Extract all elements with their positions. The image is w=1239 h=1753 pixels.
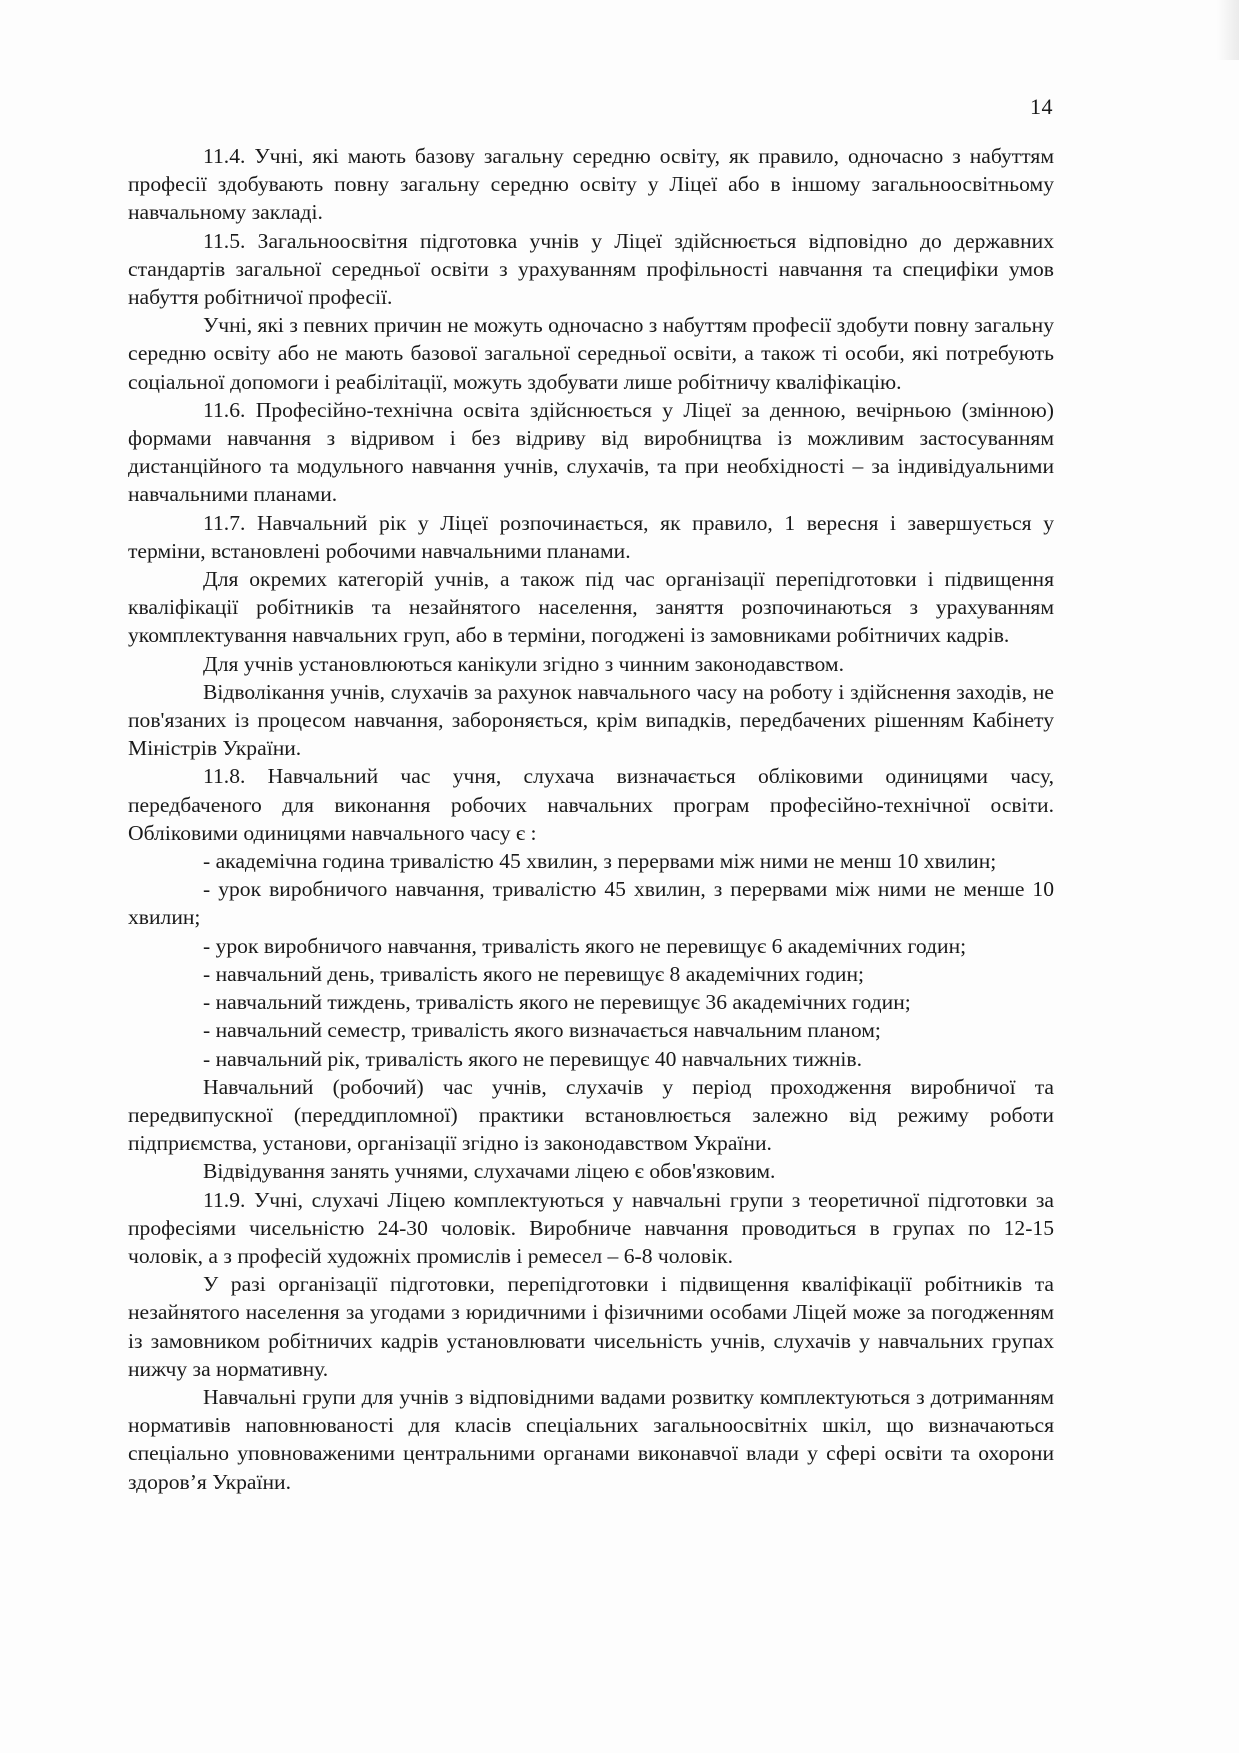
page-number: 14 <box>1030 94 1053 119</box>
paragraph: Для окремих категорій учнів, а також під час організації перепідготовки і підвищення кваліфікації робітників та незайнятого населення, заняття розпочинаються з урахуванням укомплектування навчальних груп, або в терміни, погоджені із замовниками робітничих кадрів. <box>128 567 1054 648</box>
list-item: - навчальний тиждень, тривалість якого не перевищує 36 академічних годин; <box>203 990 911 1015</box>
paragraph: Відволікання учнів, слухачів за рахунок навчального часу на роботу і здійснення заходів, не пов'язаних із процесом навчання, забороняється, крім випадків, передбачених рішенням Кабінету Міністрів України. <box>128 679 1054 761</box>
paragraph: Для учнів установлюються канікули згідно з чинним законодавством. <box>203 651 844 676</box>
paragraph-11-8: 11.8. Навчальний час учня, слухача визначається обліковими одиницями часу, передбаченого для виконання робочих навчальних програм професійно-технічної освіти. Обліковими одиницями навчального часу є : <box>128 764 1054 845</box>
paragraph-11-5: 11.5. Загальноосвітня підготовка учнів у Ліцеї здійснюється відповідно до державних стандартів загальної середньої освіти з урахуванням профільності навчання та специфіки умов набуття робітничої професії. <box>128 228 1054 310</box>
paragraph-11-6: 11.6. Професійно-технічна освіта здійснюється у Ліцеї за денною, вечірньою (змінною) формами навчання з відривом і без відриву від виробництва із можливим застосуванням дистанційного та модульного навчання учнів, слухачів, та при необхідності – за індивідуальними навчальними планами. <box>128 397 1054 507</box>
paragraph-11-7: 11.7. Навчальний рік у Ліцеї розпочинається, як правило, 1 вересня і завершується у терміни, встановлені робочими навчальними планами. <box>128 510 1054 563</box>
document-body <box>128 142 1054 1496</box>
list-item: - навчальний рік, тривалість якого не перевищує 40 навчальних тижнів. <box>203 1046 862 1071</box>
list-item: - навчальний день, тривалість якого не перевищує 8 академічних годин; <box>203 961 865 986</box>
list-item: - урок виробничого навчання, тривалістю 45 хвилин, з перервами між ними не менше 10 хвилин; <box>128 877 1054 930</box>
list-item: - академічна година тривалістю 45 хвилин, з перервами між ними не менш 10 хвилин; <box>203 849 997 874</box>
paragraph: Навчальний (робочий) час учнів, слухачів у період проходження виробничої та передвипускної (переддипломної) практики встановлюється залежно від режиму роботи підприємства, установи, організації згідно із законодавством України. <box>128 1074 1054 1156</box>
list-item: - урок виробничого навчання, тривалість якого не перевищує 6 академічних годин; <box>203 933 967 958</box>
paragraph-11-4: 11.4. Учні, які мають базову загальну середню освіту, як правило, одночасно з набуттям професії здобувають повну загальну середню освіту у Ліцеї або в іншому загальноосвітньому навчальному закладі. <box>128 144 1054 225</box>
paragraph-11-9: 11.9. Учні, слухачі Ліцею комплектуються у навчальні групи з теоретичної підготовки за професіями чисельністю 24-30 чоловік. Виробниче навчання проводиться в групах по 12-15 чоловік, а з професій художніх промислів і ремесел – 6-8 чоловік. <box>128 1187 1054 1268</box>
scan-edge-shadow <box>1217 0 1239 60</box>
list-item: - навчальний семестр, тривалість якого визначається навчальним планом; <box>203 1018 881 1043</box>
paragraph: Відвідування занять учнями, слухачами ліцею є обов'язковим. <box>203 1159 776 1184</box>
paragraph: У разі організації підготовки, перепідготовки і підвищення кваліфікації робітників та незайнятого населення за угодами з юридичними і фізичними особами Ліцей може за погодженням із замовником робітничих кадрів установлювати чисельність учнів, слухачів у навчальних групах нижчу за нормативну. <box>128 1272 1054 1381</box>
paragraph: Учні, які з певних причин не можуть одночасно з набуттям професії здобути повну загальну середню освіту або не мають базової загальної середньої освіти, а також ті особи, які потребують соціальної допомоги і реабілітації, можуть здобувати лише робітничу кваліфікацію. <box>128 313 1054 394</box>
paragraph: Навчальні групи для учнів з відповідними вадами розвитку комплектуються з дотриманням нормативів наповнюваності для класів спеціальних загальноосвітніх шкіл, що визначаються спеціально уповноваженими центральними органами виконавчої влади у сфері освіти та охорони здоров’я України. <box>128 1384 1054 1494</box>
